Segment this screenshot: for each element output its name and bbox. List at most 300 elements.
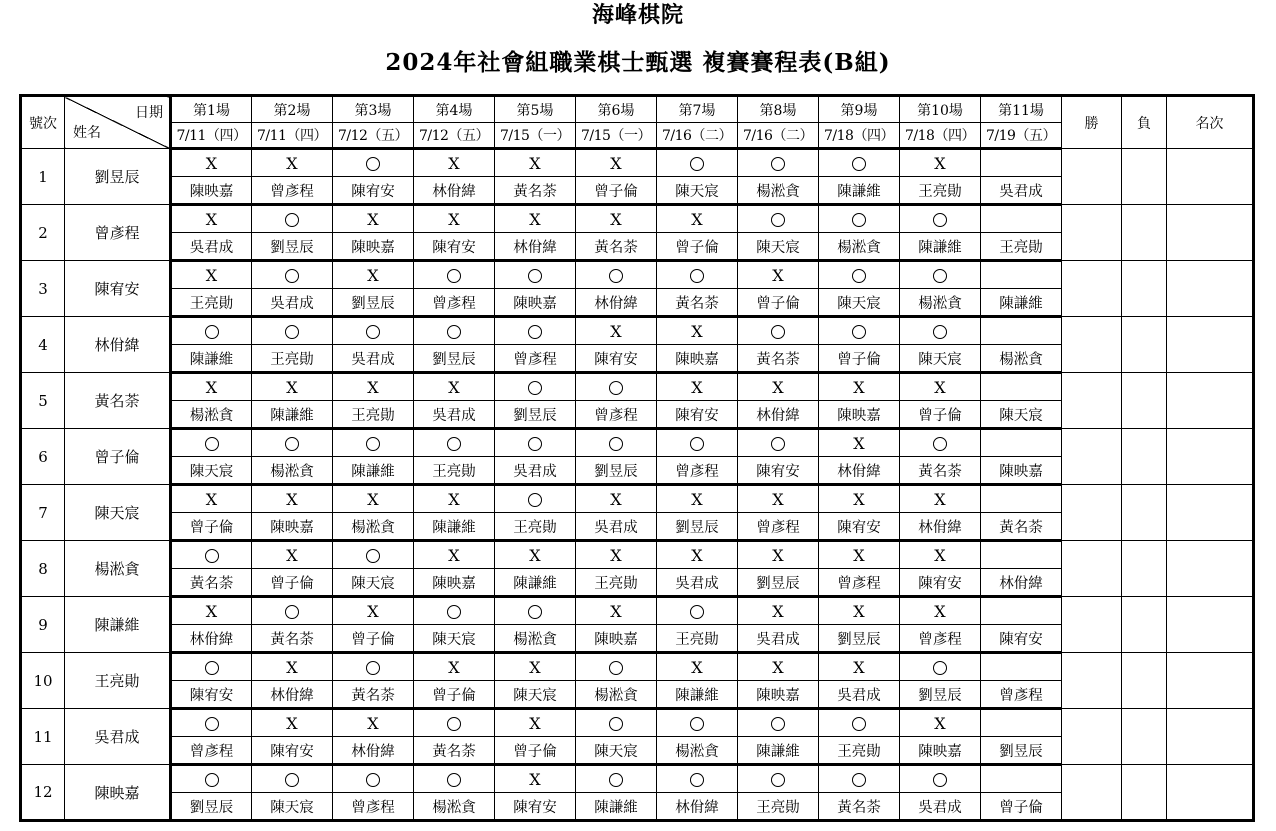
result-loss: X — [657, 653, 738, 681]
opponent-name: 陳天宸 — [333, 569, 414, 597]
player-name: 陳謙維 — [65, 597, 171, 653]
opponent-name: 劉昱辰 — [819, 625, 900, 653]
opponent-name: 劉昱辰 — [171, 793, 252, 821]
opponent-name: 陳謙維 — [981, 289, 1062, 317]
opponent-name: 王亮勛 — [333, 401, 414, 429]
player-result-row — [21, 205, 1254, 233]
circle-mark-icon — [690, 269, 704, 283]
player-result-row — [21, 653, 1254, 681]
opponent-name: 曾彥程 — [900, 625, 981, 653]
result-loss: X — [171, 205, 252, 233]
opponent-name: 曾彥程 — [171, 737, 252, 765]
player-result-row — [21, 149, 1254, 177]
result-win — [495, 429, 576, 457]
result-win — [414, 261, 495, 289]
result-loss: X — [819, 653, 900, 681]
opponent-name: 陳謙維 — [819, 177, 900, 205]
opponent-name: 楊淞貪 — [252, 457, 333, 485]
result-win — [738, 429, 819, 457]
opponent-name: 陳宥安 — [981, 625, 1062, 653]
opponent-name: 曾子倫 — [738, 289, 819, 317]
opponent-name: 陳謙維 — [738, 737, 819, 765]
opponent-name: 林佾緯 — [981, 569, 1062, 597]
player-no: 4 — [21, 317, 65, 373]
opponent-name: 楊淞貪 — [738, 177, 819, 205]
opponent-name: 楊淞貪 — [657, 737, 738, 765]
round-label: 第3場 — [333, 96, 414, 123]
result-win — [900, 261, 981, 289]
opponent-name: 曾彥程 — [738, 513, 819, 541]
circle-mark-icon — [852, 717, 866, 731]
circle-mark-icon — [285, 773, 299, 787]
player-no: 1 — [21, 149, 65, 205]
result-loss: X — [171, 373, 252, 401]
result-win — [252, 261, 333, 289]
result-cell — [981, 149, 1062, 177]
result-loss: X — [900, 541, 981, 569]
player-no: 8 — [21, 541, 65, 597]
round-label: 第6場 — [576, 96, 657, 123]
circle-mark-icon — [285, 213, 299, 227]
opponent-name: 陳天宸 — [900, 345, 981, 373]
round-date: 7/16（二） — [738, 123, 819, 149]
result-win — [819, 149, 900, 177]
player-name: 劉昱辰 — [65, 149, 171, 205]
opponent-name: 曾彥程 — [333, 793, 414, 821]
circle-mark-icon — [609, 269, 623, 283]
opponent-name: 楊淞貪 — [333, 513, 414, 541]
player-name: 陳映嘉 — [65, 765, 171, 821]
result-win — [738, 765, 819, 793]
result-win — [252, 597, 333, 625]
opponent-name: 曾彥程 — [819, 569, 900, 597]
result-win — [414, 317, 495, 345]
opponent-name: 林佾緯 — [657, 793, 738, 821]
result-loss: X — [819, 373, 900, 401]
win-count — [1062, 485, 1122, 541]
win-count — [1062, 317, 1122, 373]
result-win — [819, 765, 900, 793]
opponent-name: 林佾緯 — [171, 625, 252, 653]
opponent-name: 陳天宸 — [495, 681, 576, 709]
circle-mark-icon — [771, 437, 785, 451]
rank-cell — [1167, 597, 1254, 653]
opponent-name: 陳謙維 — [171, 345, 252, 373]
circle-mark-icon — [933, 437, 947, 451]
round-label: 第1場 — [171, 96, 252, 123]
opponent-name: 王亮勛 — [576, 569, 657, 597]
opponent-name: 楊淞貪 — [576, 681, 657, 709]
circle-mark-icon — [528, 381, 542, 395]
opponent-name: 陳宥安 — [495, 793, 576, 821]
result-win — [657, 261, 738, 289]
result-loss: X — [738, 541, 819, 569]
opponent-name: 吳君成 — [252, 289, 333, 317]
circle-mark-icon — [528, 325, 542, 339]
circle-mark-icon — [447, 717, 461, 731]
result-win — [657, 709, 738, 737]
result-win — [657, 597, 738, 625]
opponent-name: 曾子倫 — [576, 177, 657, 205]
opponent-name: 曾彥程 — [981, 681, 1062, 709]
circle-mark-icon — [771, 325, 785, 339]
opponent-name: 陳映嘉 — [495, 289, 576, 317]
opponent-name: 林佾緯 — [900, 513, 981, 541]
opponent-name: 劉昱辰 — [657, 513, 738, 541]
opponent-name: 陳天宸 — [981, 401, 1062, 429]
round-date: 7/11（四） — [171, 123, 252, 149]
circle-mark-icon — [690, 717, 704, 731]
result-win — [819, 261, 900, 289]
rank-cell — [1167, 261, 1254, 317]
opponent-name: 陳謙維 — [414, 513, 495, 541]
opponent-name: 劉昱辰 — [738, 569, 819, 597]
circle-mark-icon — [609, 437, 623, 451]
result-win — [333, 653, 414, 681]
circle-mark-icon — [771, 157, 785, 171]
circle-mark-icon — [366, 661, 380, 675]
opponent-name: 陳宥安 — [738, 457, 819, 485]
opponent-name: 王亮勛 — [657, 625, 738, 653]
result-win — [819, 317, 900, 345]
circle-mark-icon — [528, 269, 542, 283]
opponent-name: 陳謙維 — [576, 793, 657, 821]
circle-mark-icon — [852, 213, 866, 227]
circle-mark-icon — [528, 605, 542, 619]
opponent-name: 曾彥程 — [657, 457, 738, 485]
opponent-name: 陳映嘉 — [333, 233, 414, 261]
result-win — [171, 653, 252, 681]
circle-mark-icon — [366, 773, 380, 787]
result-loss: X — [657, 541, 738, 569]
loss-count — [1122, 485, 1167, 541]
rank-cell — [1167, 541, 1254, 597]
result-win — [252, 317, 333, 345]
result-cell — [981, 485, 1062, 513]
opponent-name: 曾子倫 — [495, 737, 576, 765]
opponent-name: 黃名荼 — [495, 177, 576, 205]
opponent-name: 陳天宸 — [657, 177, 738, 205]
round-date: 7/15（一） — [495, 123, 576, 149]
opponent-name: 曾彥程 — [495, 345, 576, 373]
result-loss: X — [900, 709, 981, 737]
result-win — [738, 205, 819, 233]
player-result-row — [21, 765, 1254, 793]
player-no: 5 — [21, 373, 65, 429]
result-win — [252, 429, 333, 457]
opponent-name: 黃名荼 — [738, 345, 819, 373]
result-loss: X — [819, 597, 900, 625]
opponent-name: 劉昱辰 — [333, 289, 414, 317]
opponent-name: 陳宥安 — [819, 513, 900, 541]
result-loss: X — [900, 485, 981, 513]
opponent-name: 劉昱辰 — [981, 737, 1062, 765]
circle-mark-icon — [933, 213, 947, 227]
win-count — [1062, 597, 1122, 653]
player-name: 林佾緯 — [65, 317, 171, 373]
opponent-name: 黃名荼 — [171, 569, 252, 597]
header-no: 號次 — [21, 96, 65, 149]
header-rank: 名次 — [1167, 96, 1254, 149]
result-loss: X — [738, 261, 819, 289]
opponent-name: 陳映嘉 — [981, 457, 1062, 485]
opponent-name: 曾子倫 — [657, 233, 738, 261]
circle-mark-icon — [690, 437, 704, 451]
opponent-name: 劉昱辰 — [414, 345, 495, 373]
result-loss: X — [171, 261, 252, 289]
result-win — [333, 765, 414, 793]
round-date: 7/16（二） — [657, 123, 738, 149]
opponent-name: 林佾緯 — [495, 233, 576, 261]
circle-mark-icon — [366, 549, 380, 563]
opponent-name: 王亮勛 — [738, 793, 819, 821]
loss-count — [1122, 317, 1167, 373]
player-result-row — [21, 261, 1254, 289]
opponent-name: 吳君成 — [171, 233, 252, 261]
opponent-name: 林佾緯 — [738, 401, 819, 429]
opponent-name: 黃名荼 — [576, 233, 657, 261]
result-loss: X — [333, 485, 414, 513]
result-loss: X — [576, 485, 657, 513]
header-date: 日期 — [135, 105, 163, 121]
result-loss: X — [819, 429, 900, 457]
circle-mark-icon — [852, 325, 866, 339]
opponent-name: 陳映嘉 — [738, 681, 819, 709]
opponent-name: 王亮勛 — [900, 177, 981, 205]
result-cell — [981, 765, 1062, 793]
result-win — [900, 653, 981, 681]
opponent-name: 曾子倫 — [414, 681, 495, 709]
result-loss: X — [900, 597, 981, 625]
result-loss: X — [495, 541, 576, 569]
opponent-name: 林佾緯 — [252, 681, 333, 709]
result-loss: X — [576, 149, 657, 177]
player-no: 12 — [21, 765, 65, 821]
circle-mark-icon — [366, 157, 380, 171]
result-win — [495, 373, 576, 401]
player-name: 吳君成 — [65, 709, 171, 765]
result-loss: X — [333, 261, 414, 289]
opponent-name: 陳天宸 — [414, 625, 495, 653]
circle-mark-icon — [609, 381, 623, 395]
result-win — [495, 261, 576, 289]
result-loss: X — [576, 541, 657, 569]
opponent-name: 王亮勛 — [981, 233, 1062, 261]
result-win — [333, 541, 414, 569]
circle-mark-icon — [852, 157, 866, 171]
result-loss: X — [252, 541, 333, 569]
opponent-name: 林佾緯 — [819, 457, 900, 485]
result-win — [819, 205, 900, 233]
opponent-name: 吳君成 — [900, 793, 981, 821]
result-loss: X — [495, 205, 576, 233]
result-loss: X — [576, 597, 657, 625]
opponent-name: 陳映嘉 — [576, 625, 657, 653]
round-label: 第8場 — [738, 96, 819, 123]
opponent-name: 陳謙維 — [900, 233, 981, 261]
result-cell — [981, 541, 1062, 569]
opponent-name: 楊淞貪 — [171, 401, 252, 429]
opponent-name: 曾彥程 — [252, 177, 333, 205]
rank-cell — [1167, 709, 1254, 765]
win-count — [1062, 709, 1122, 765]
player-result-row — [21, 373, 1254, 401]
opponent-name: 吳君成 — [414, 401, 495, 429]
result-loss: X — [576, 205, 657, 233]
circle-mark-icon — [528, 493, 542, 507]
opponent-name: 黃名荼 — [819, 793, 900, 821]
opponent-name: 曾子倫 — [981, 793, 1062, 821]
player-name: 陳宥安 — [65, 261, 171, 317]
result-loss: X — [495, 653, 576, 681]
opponent-name: 陳映嘉 — [657, 345, 738, 373]
circle-mark-icon — [690, 157, 704, 171]
loss-count — [1122, 541, 1167, 597]
player-no: 10 — [21, 653, 65, 709]
opponent-name: 陳宥安 — [657, 401, 738, 429]
opponent-name: 陳宥安 — [171, 681, 252, 709]
opponent-name: 林佾緯 — [576, 289, 657, 317]
result-loss: X — [171, 149, 252, 177]
circle-mark-icon — [447, 773, 461, 787]
round-label: 第2場 — [252, 96, 333, 123]
round-date: 7/11（四） — [252, 123, 333, 149]
opponent-name: 楊淞貪 — [495, 625, 576, 653]
win-count — [1062, 429, 1122, 485]
rank-cell — [1167, 149, 1254, 205]
opponent-name: 劉昱辰 — [576, 457, 657, 485]
opponent-name: 黃名荼 — [900, 457, 981, 485]
rank-cell — [1167, 485, 1254, 541]
rank-cell — [1167, 373, 1254, 429]
opponent-name: 王亮勛 — [495, 513, 576, 541]
opponent-name: 陳映嘉 — [900, 737, 981, 765]
round-label: 第5場 — [495, 96, 576, 123]
opponent-name: 吳君成 — [738, 625, 819, 653]
circle-mark-icon — [852, 269, 866, 283]
circle-mark-icon — [690, 773, 704, 787]
player-result-row — [21, 429, 1254, 457]
opponent-name: 陳謙維 — [657, 681, 738, 709]
circle-mark-icon — [205, 437, 219, 451]
loss-count — [1122, 261, 1167, 317]
opponent-name: 吳君成 — [657, 569, 738, 597]
opponent-name: 曾子倫 — [333, 625, 414, 653]
opponent-name: 黃名荼 — [657, 289, 738, 317]
result-win — [333, 149, 414, 177]
round-label: 第7場 — [657, 96, 738, 123]
result-cell — [981, 205, 1062, 233]
circle-mark-icon — [447, 605, 461, 619]
player-name: 曾彥程 — [65, 205, 171, 261]
result-loss: X — [414, 149, 495, 177]
result-loss: X — [738, 373, 819, 401]
result-loss: X — [657, 317, 738, 345]
result-win — [252, 765, 333, 793]
opponent-name: 陳天宸 — [252, 793, 333, 821]
loss-count — [1122, 149, 1167, 205]
result-loss: X — [333, 597, 414, 625]
result-win — [333, 429, 414, 457]
opponent-name: 曾彥程 — [414, 289, 495, 317]
player-result-row — [21, 485, 1254, 513]
header-loss: 負 — [1122, 96, 1167, 149]
loss-count — [1122, 429, 1167, 485]
loss-count — [1122, 373, 1167, 429]
result-loss: X — [900, 149, 981, 177]
result-win — [414, 709, 495, 737]
player-name: 王亮勛 — [65, 653, 171, 709]
result-win — [171, 709, 252, 737]
opponent-name: 陳天宸 — [819, 289, 900, 317]
player-name: 陳天宸 — [65, 485, 171, 541]
circle-mark-icon — [447, 325, 461, 339]
result-loss: X — [657, 205, 738, 233]
rank-cell — [1167, 205, 1254, 261]
result-loss: X — [414, 541, 495, 569]
opponent-name: 陳宥安 — [252, 737, 333, 765]
result-loss: X — [738, 485, 819, 513]
opponent-name: 黃名荼 — [252, 625, 333, 653]
player-name: 黃名荼 — [65, 373, 171, 429]
result-win — [171, 541, 252, 569]
circle-mark-icon — [933, 773, 947, 787]
opponent-name: 陳宥安 — [414, 233, 495, 261]
result-loss: X — [495, 765, 576, 793]
circle-mark-icon — [771, 773, 785, 787]
schedule-table — [19, 94, 1255, 822]
circle-mark-icon — [609, 717, 623, 731]
circle-mark-icon — [771, 717, 785, 731]
result-win — [819, 709, 900, 737]
circle-mark-icon — [205, 661, 219, 675]
header-name: 姓名 — [73, 125, 101, 141]
opponent-name: 王亮勛 — [819, 737, 900, 765]
opponent-name: 陳宥安 — [333, 177, 414, 205]
circle-mark-icon — [205, 325, 219, 339]
player-no: 9 — [21, 597, 65, 653]
round-label: 第10場 — [900, 96, 981, 123]
result-loss: X — [819, 541, 900, 569]
result-cell — [981, 653, 1062, 681]
rank-cell — [1167, 765, 1254, 821]
loss-count — [1122, 205, 1167, 261]
circle-mark-icon — [852, 773, 866, 787]
circle-mark-icon — [205, 773, 219, 787]
opponent-name: 吳君成 — [576, 513, 657, 541]
loss-count — [1122, 597, 1167, 653]
result-loss: X — [495, 149, 576, 177]
result-win — [495, 317, 576, 345]
result-win — [495, 597, 576, 625]
result-win — [576, 261, 657, 289]
result-win — [900, 429, 981, 457]
result-win — [576, 765, 657, 793]
opponent-name: 陳天宸 — [738, 233, 819, 261]
result-win — [333, 317, 414, 345]
result-win — [657, 149, 738, 177]
win-count — [1062, 765, 1122, 821]
opponent-name: 劉昱辰 — [900, 681, 981, 709]
result-win — [900, 765, 981, 793]
circle-mark-icon — [285, 605, 299, 619]
opponent-name: 吳君成 — [495, 457, 576, 485]
rank-cell — [1167, 429, 1254, 485]
opponent-name: 吳君成 — [819, 681, 900, 709]
circle-mark-icon — [447, 269, 461, 283]
opponent-name: 楊淞貪 — [414, 793, 495, 821]
opponent-name: 曾子倫 — [252, 569, 333, 597]
